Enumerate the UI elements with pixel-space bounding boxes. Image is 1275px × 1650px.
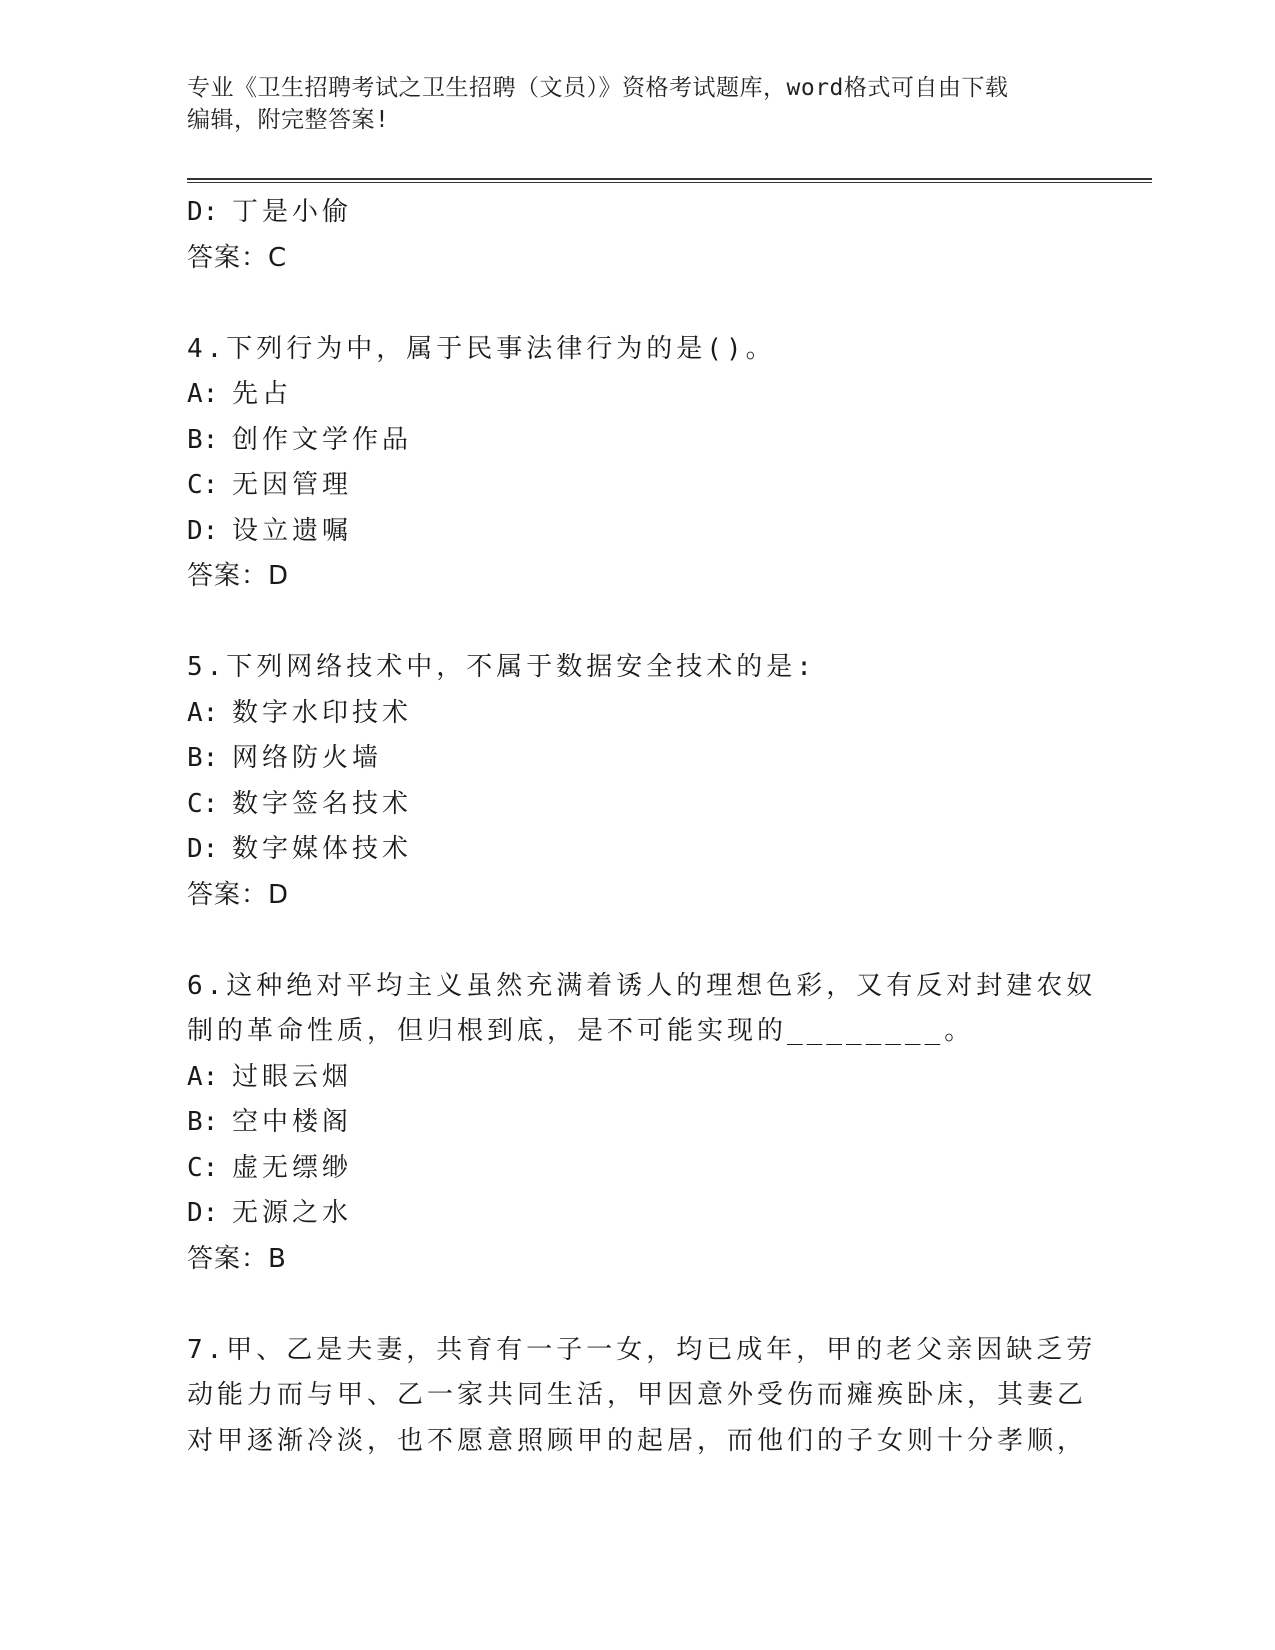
spacer bbox=[187, 281, 1067, 327]
option-label: C: bbox=[187, 788, 219, 819]
option-a bbox=[187, 1055, 1067, 1101]
option-text: 过眼云烟 bbox=[232, 1061, 353, 1092]
header-line-2: 编辑，附完整答案! bbox=[187, 107, 390, 133]
question-stem: 对甲逐渐冷淡，也不愿意照顾甲的起居，而他们的子女则十分孝顺， bbox=[187, 1425, 1088, 1456]
option-label: B: bbox=[187, 424, 219, 455]
option-d bbox=[187, 190, 1067, 236]
option-text: 无源之水 bbox=[232, 1198, 353, 1228]
option-text: 设立遗嘱 bbox=[232, 515, 353, 546]
option-label: A: bbox=[187, 379, 219, 409]
header-divider bbox=[187, 178, 1152, 183]
option-text: 数字水印技术 bbox=[232, 697, 413, 728]
option-label: D: bbox=[187, 834, 219, 864]
option-label: B: bbox=[187, 743, 219, 773]
document-header bbox=[187, 72, 1067, 136]
option-label: B: bbox=[187, 1107, 219, 1137]
option-d bbox=[187, 1191, 1067, 1237]
option-c bbox=[187, 782, 1067, 828]
option-b bbox=[187, 1100, 1067, 1146]
option-label: D: bbox=[187, 197, 219, 227]
option-d bbox=[187, 509, 1067, 555]
option-a bbox=[187, 372, 1067, 418]
option-label: D: bbox=[187, 1198, 219, 1228]
option-c bbox=[187, 1146, 1067, 1192]
option-label: D: bbox=[187, 515, 219, 546]
option-d bbox=[187, 827, 1067, 873]
option-a bbox=[187, 691, 1067, 737]
option-text: 空中楼阁 bbox=[232, 1107, 353, 1137]
option-label: C: bbox=[187, 470, 219, 500]
answer-line: 答案：D bbox=[187, 561, 290, 591]
option-label: C: bbox=[187, 1152, 219, 1183]
spacer bbox=[187, 600, 1067, 646]
question-stem: 4.下列行为中，属于民事法律行为的是()。 bbox=[187, 333, 776, 364]
header-line-1: 专业《卫生招聘考试之卫生招聘（文员）》资格考试题库，word格式可自由下载 bbox=[187, 75, 1009, 101]
question-stem: 制的革命性质，但归根到底，是不可能实现的________。 bbox=[187, 1016, 975, 1046]
option-c bbox=[187, 463, 1067, 509]
option-label: A: bbox=[187, 697, 219, 728]
question-stem: 6.这种绝对平均主义虽然充满着诱人的理想色彩，又有反对封建农奴 bbox=[187, 970, 1097, 1001]
question-stem: 动能力而与甲、乙一家共同生活，甲因意外受伤而瘫痪卧床，其妻乙 bbox=[187, 1380, 1088, 1410]
option-text: 创作文学作品 bbox=[232, 424, 413, 455]
option-text: 丁是小偷 bbox=[232, 197, 353, 227]
spacer bbox=[187, 1282, 1067, 1328]
question-stem: 5.下列网络技术中，不属于数据安全技术的是: bbox=[187, 652, 816, 682]
option-b bbox=[187, 736, 1067, 782]
option-label: A: bbox=[187, 1061, 219, 1092]
option-b bbox=[187, 418, 1067, 464]
option-text: 先占 bbox=[232, 379, 293, 409]
spacer bbox=[187, 918, 1067, 964]
question-stem: 7.甲、乙是夫妻，共育有一子一女，均已成年，甲的老父亲因缺乏劳 bbox=[187, 1334, 1097, 1365]
option-text: 数字签名技术 bbox=[232, 788, 413, 819]
option-text: 虚无缥缈 bbox=[232, 1152, 353, 1183]
answer-line: 答案：D bbox=[187, 879, 290, 910]
option-text: 无因管理 bbox=[232, 470, 353, 500]
option-text: 数字媒体技术 bbox=[232, 834, 413, 864]
answer-line: 答案：B bbox=[187, 1243, 287, 1274]
option-text: 网络防火墙 bbox=[232, 743, 383, 773]
question-list bbox=[187, 190, 1097, 1464]
answer-line: 答案：C bbox=[187, 242, 288, 273]
